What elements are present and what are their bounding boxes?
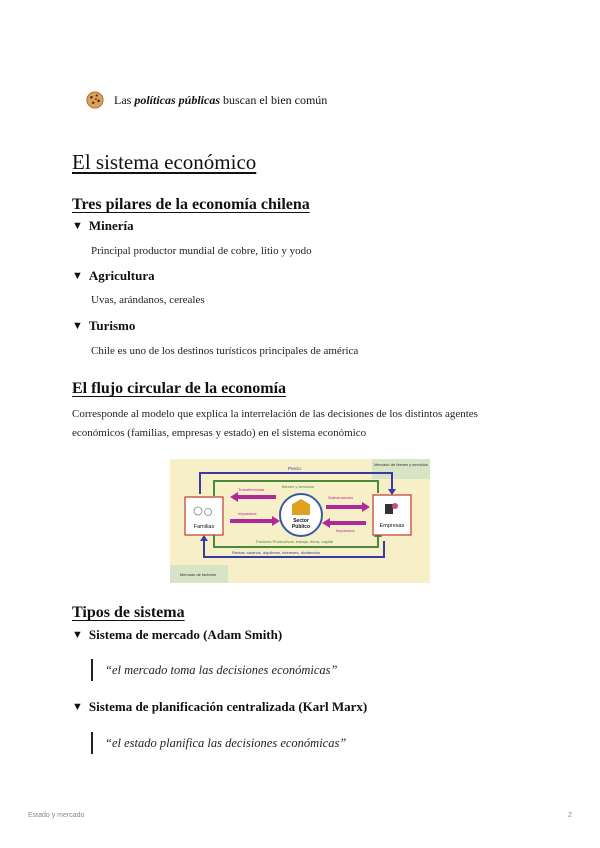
- mercado-bienes-label: Mercado de bienes y servicios: [374, 462, 428, 467]
- mineria-detail: Principal productor mundial de cobre, litio y yodo: [91, 245, 312, 257]
- bienes-label: Bienes y servicios: [282, 484, 315, 489]
- toggle-sistema-mercado[interactable]: ▼ Sistema de mercado (Adam Smith): [72, 627, 283, 642]
- impuestos-right-label: Impuestos: [336, 528, 355, 533]
- quote-planificacion: “el estado planifica las decisiones económicas”: [91, 732, 346, 754]
- page-heading: El sistema económico: [72, 150, 257, 174]
- triangle-down-icon: ▼: [72, 629, 83, 641]
- quote-mercado: “el mercado toma las decisiones económicas”: [91, 659, 338, 681]
- empresas-box: [373, 495, 411, 535]
- footer-title: Estado y mercado: [28, 812, 85, 819]
- flujo-heading: El flujo circular de la economía: [72, 380, 287, 397]
- factory-icon: [385, 504, 393, 514]
- government-building-icon: [292, 505, 310, 515]
- rentas-label: Rentas: salarios, alquileres, intereses, dividendos: [232, 550, 320, 555]
- familias-label: Familias: [193, 524, 215, 530]
- circular-flow-diagram: [170, 459, 430, 583]
- turismo-detail: Chile es uno de los destinos turísticos principales de américa: [91, 345, 359, 357]
- empresas-label: Empresas: [379, 523, 405, 529]
- tipos-heading: Tipos de sistema: [72, 604, 185, 621]
- toggle-turismo[interactable]: ▼ Turismo: [72, 318, 136, 333]
- toggle-sistema-planificacion[interactable]: ▼ Sistema de planificación centralizada (Karl Marx): [72, 699, 368, 714]
- triangle-down-icon: ▼: [72, 220, 83, 232]
- callout-text: Las políticas públicas buscan el bien común: [114, 92, 328, 107]
- triangle-down-icon: ▼: [72, 270, 83, 282]
- toggle-mineria[interactable]: ▼ Minería: [72, 218, 134, 233]
- flujo-paragraph: Corresponde al modelo que explica la interrelación de las decisiones de los distintos agentes económicos (familias, empresas y estado) en el sistema económico: [72, 408, 478, 439]
- subvenciones-label: Subvenciones: [328, 495, 354, 500]
- impuestos-left-label: Impuestos: [238, 511, 257, 516]
- transferencias-label: Transferencias: [238, 487, 265, 492]
- cookie-icon: [86, 91, 104, 109]
- page-number: 2: [568, 812, 572, 819]
- callout: [86, 88, 327, 112]
- triangle-down-icon: ▼: [72, 320, 83, 332]
- sector-publico-label: Sector Público: [291, 518, 311, 530]
- precio-label: Precio: [288, 466, 301, 471]
- agricultura-detail: Uvas, arándanos, cereales: [91, 294, 205, 306]
- toggle-agricultura[interactable]: ▼ Agricultura: [72, 268, 155, 283]
- mercado-factores-label: Mercado de factores: [179, 572, 217, 577]
- triangle-down-icon: ▼: [72, 701, 83, 713]
- factory-icon: [392, 503, 398, 509]
- pilares-heading: Tres pilares de la economía chilena: [72, 196, 310, 213]
- factores-label: Factores Productivos: trabajo, tierra, capital: [256, 539, 334, 544]
